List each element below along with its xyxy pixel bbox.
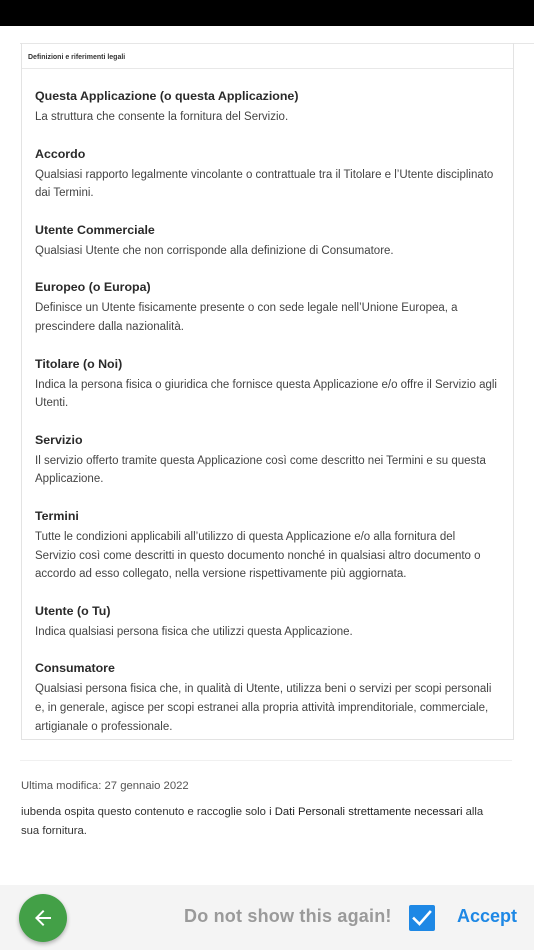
definition-desc: Qualsiasi persona fisica che, in qualità di Utente, utilizza beni o servizi per scopi personali e, in generale, agisce per scopi estranei alla propria attività imprenditoriale, commerciale, artigianale o professionale. [35, 683, 492, 733]
definition-term: Questa Applicazione (o questa Applicazione) [35, 89, 299, 103]
status-bar [0, 0, 534, 26]
definition-item [35, 278, 499, 336]
last-modified: Ultima modifica: 27 gennaio 2022 [21, 780, 189, 792]
definition-item [35, 221, 499, 261]
definition-term: Utente Commerciale [35, 222, 155, 237]
definition-item [35, 602, 499, 642]
bottom-bar [0, 885, 534, 950]
definition-term: Servizio [35, 432, 83, 447]
definition-desc: Il servizio offerto tramite questa Applicazione così come descritto nei Termini e su questa Applicazione. [35, 454, 486, 486]
definitions-list [22, 69, 513, 736]
checkmark-icon [412, 909, 432, 927]
definition-item [35, 87, 499, 127]
notice-text: iubenda ospita questo contenuto e raccoglie solo i [21, 806, 275, 818]
definition-desc: Qualsiasi rapporto legalmente vincolante o contrattuale tra il Titolare e l’Utente disciplinato dai Termini. [35, 168, 494, 200]
definition-item [35, 145, 499, 203]
definition-desc: Indica la persona fisica o giuridica che fornisce questa Applicazione e/o offre il Servizio agli Utenti. [35, 378, 497, 410]
definition-item [35, 355, 499, 413]
definition-desc: La struttura che consente la fornitura del Servizio. [35, 111, 289, 123]
divider [20, 760, 512, 761]
definition-desc: Indica qualsiasi persona fisica che utilizzi questa Applicazione. [35, 625, 353, 638]
accept-button[interactable]: Accept [457, 906, 518, 926]
definition-desc: Qualsiasi Utente che non corrisponde alla definizione di Consumatore. [35, 244, 394, 257]
definition-term: Termini [35, 508, 79, 523]
iubenda-notice [21, 803, 501, 840]
definition-term: Consumatore [35, 661, 115, 676]
arrow-left-icon [31, 906, 55, 930]
personal-data-link[interactable]: Dati Personali strettamente necessari [274, 806, 463, 818]
definition-term: Titolare (o Noi) [35, 356, 123, 371]
definition-desc: Tutte le condizioni applicabili all’utilizzo di questa Applicazione e/o alla fornitura del Servizio così come descritti in questo documento nonché in qualsiasi altro documento o accordo ad esso collegato, nella versione rispettivamente più aggiornata. [35, 530, 481, 581]
definition-term: Utente (o Tu) [35, 603, 111, 618]
definition-term: Europeo (o Europa) [35, 280, 151, 295]
dont-show-again-checkbox[interactable] [409, 905, 435, 931]
back-button[interactable] [19, 894, 67, 942]
dont-show-again-label[interactable]: Do not show this again! [184, 906, 392, 926]
notice-text: alla sua fornitura. [21, 806, 484, 837]
definition-term: Accordo [35, 146, 86, 161]
section-title: Definizioni e riferimenti legali [22, 43, 513, 69]
terms-page[interactable] [0, 26, 534, 885]
definitions-box [21, 43, 514, 740]
definition-item [35, 431, 499, 489]
definition-item [35, 659, 499, 736]
definition-item [35, 507, 499, 584]
definition-desc: Definisce un Utente fisicamente presente o con sede legale nell’Unione Europea, a prescindere dalla nazionalità. [35, 302, 458, 333]
